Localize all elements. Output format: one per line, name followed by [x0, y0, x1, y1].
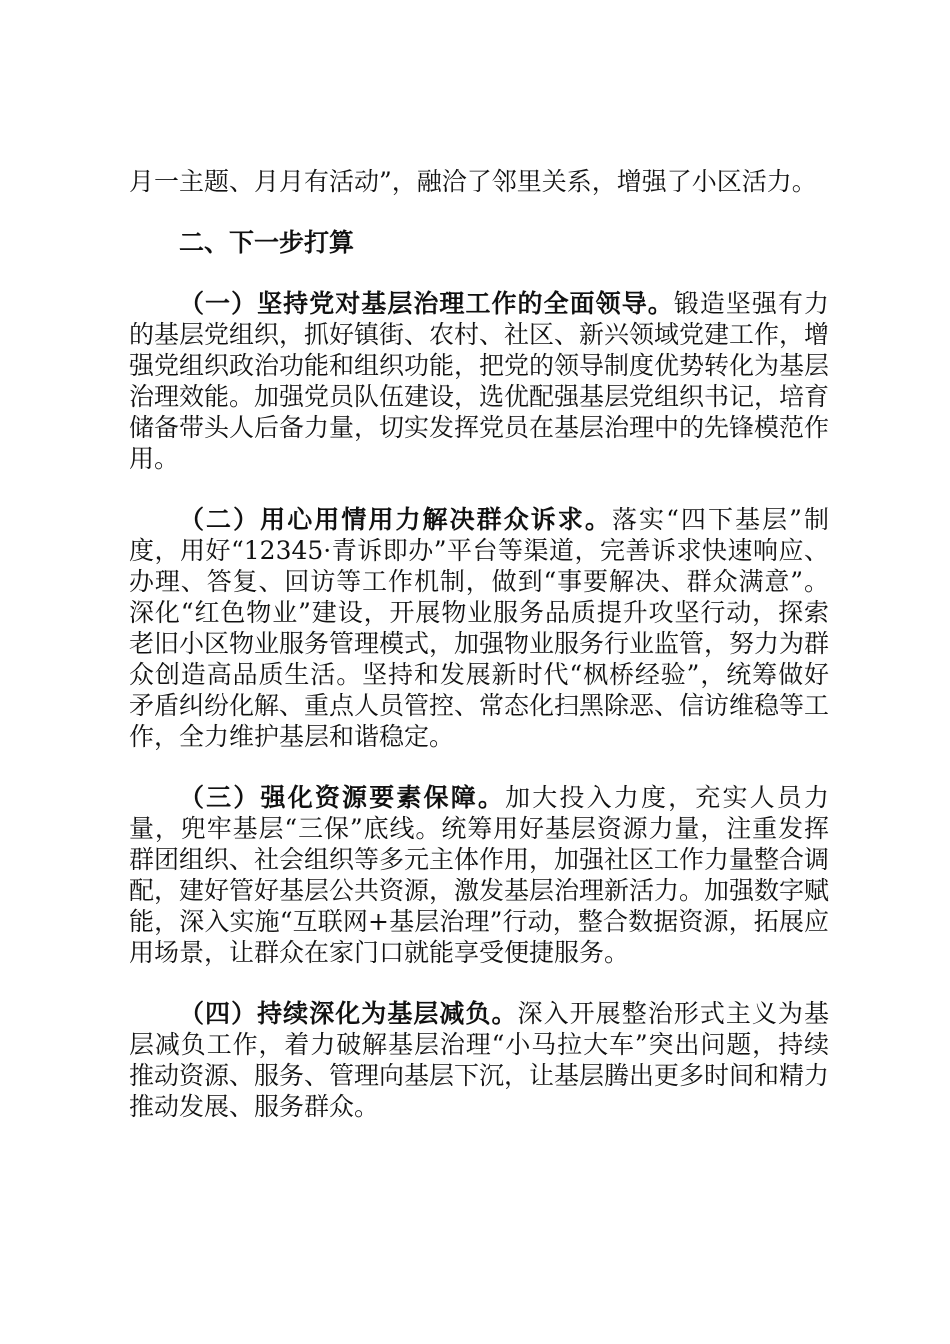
item-paragraph-4 [129, 998, 829, 1122]
intro-continuation-paragraph: 月一主题、月月有活动”，融洽了邻里关系，增强了小区活力。 [129, 167, 817, 196]
item-lead-1: （一）坚持党对基层治理工作的全面领导。 [179, 289, 674, 318]
item-body-3: 加大投入力度，充实人员力量，兜牢基层“三保”底线。统筹用好基层资源力量，注重发挥群团组织、社会组织等多元主体作用，加强社区工作力量整合调配，建好管好基层公共资源，激发基层治理新活力。加强数字赋能，深入实施“互联网+基层治理”行动，整合数据资源，拓展应用场景，让群众在家门口就能享受便捷服务。 [129, 783, 830, 967]
item-lead-2: （二）用心用情用力解决群众诉求。 [179, 505, 612, 534]
item-body-4: 深入开展整治形式主义为基层减负工作，着力破解基层治理“小马拉大车”突出问题，持续推动资源、服务、管理向基层下沉，让基层腾出更多时间和精力推动发展、服务群众。 [129, 999, 830, 1121]
item-lead-3: （三）强化资源要素保障。 [179, 783, 506, 812]
item-paragraph-3 [129, 782, 829, 968]
item-lead-4: （四）持续深化为基层减负。 [179, 999, 518, 1028]
item-paragraph-1 [129, 288, 829, 474]
section-heading: 二、下一步打算 [179, 228, 355, 257]
item-body-1: 锻造坚强有力的基层党组织，抓好镇街、农村、社区、新兴领域党建工作，增强党组织政治功能和组织功能，把党的领导制度优势转化为基层治理效能。加强党员队伍建设，选优配强基层党组织书记，培育储备带头人后备力量，切实发挥党员在基层治理中的先锋模范作用。 [129, 289, 830, 473]
item-body-2: 落实“四下基层”制度，用好“12345·青诉即办”平台等渠道，完善诉求快速响应、办理、答复、回访等工作机制，做到“事要解决、群众满意”。深化“红色物业”建设，开展物业服务品质提升攻坚行动，探索老旧小区物业服务管理模式，加强物业服务行业监管，努力为群众创造高品质生活。坚持和发展新时代“枫桥经验”，统筹做好矛盾纠纷化解、重点人员管控、常态化扫黑除恶、信访维稳等工作，全力维护基层和谐稳定。 [129, 505, 830, 751]
document-body [129, 166, 829, 1122]
item-paragraph-2 [129, 504, 829, 752]
